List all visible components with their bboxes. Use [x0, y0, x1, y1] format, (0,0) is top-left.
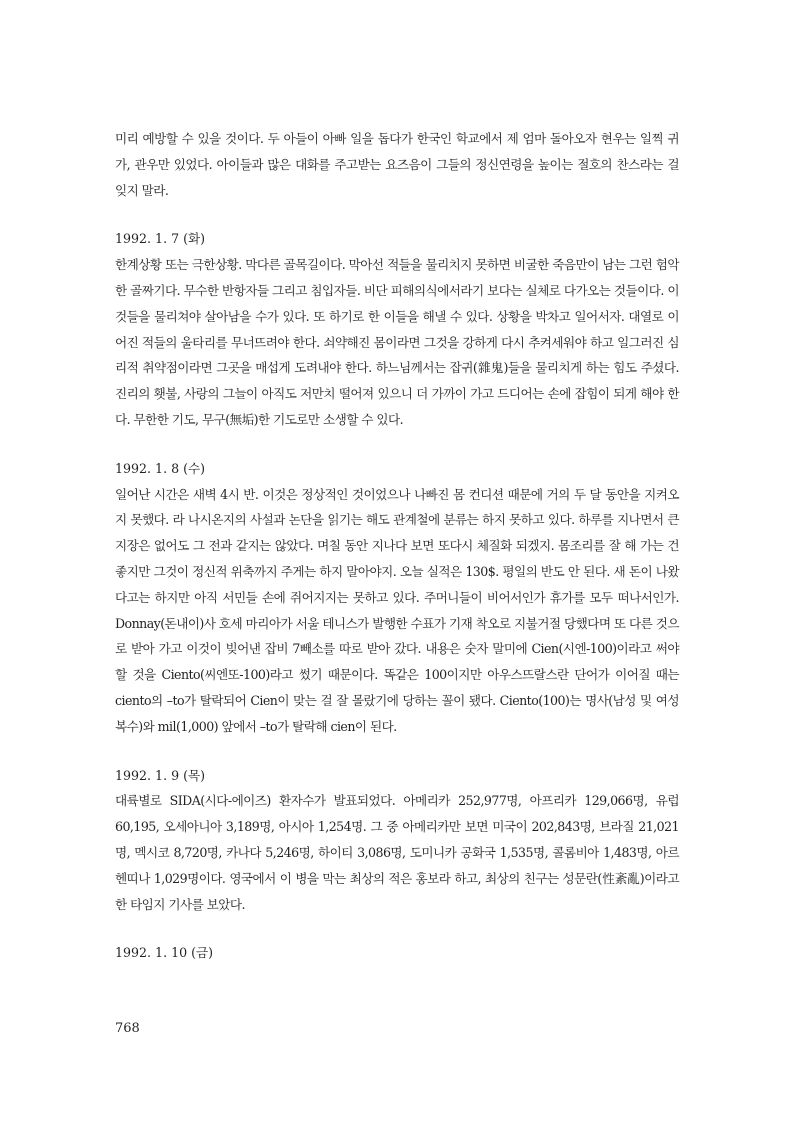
- entry-text: 한계상황 또는 극한상황. 막다른 골목길이다. 막아선 적들을 물리치지 못하면 비굴한 죽음만이 남는 그런 험악한 골짜기다. 무수한 반항자들 그리고 침입자들. 비단 피해의식에서라기 보다는 실체로 다가오는 것들이다. 이것들을 물리쳐야 살아남을 수가 있다. 또 하기로 한 이들을 해낼 수 있다. 상황을 박차고 일어서자. 대열로 이어진 적들의 울타리를 무너뜨려야 한다. 쇠약해진 몸이라면 그것을 강하게 다시 추켜세워야 하고 일그러진 심리적 취약점이라면 그곳을 매섭게 도려내야 한다. 하느님께서는 잡귀(雜鬼)들을 물리치게 하는 힘도 주셨다. 진리의 횃불, 사랑의 그늘이 아직도 저만치 떨어져 있으니 더 가까이 가고 드디어는 손에 잡힘이 되게 해야 한다. 무한한 기도, 무구(無垢)한 기도로만 소생할 수 있다.: [115, 257, 679, 427]
- entry-date: 1992. 1. 8 (수): [115, 460, 206, 476]
- diary-entry-jan-10: [115, 940, 679, 966]
- entry-text: 대륙별로 SIDA(시다-에이즈) 환자수가 발표되었다. 아메리카 252,977명, 아프리카 129,066명, 유럽 60,195, 오세아니아 3,189명, 아시아 1,254명. 그 중 아메리카만 보면 미국이 202,843명, 브라질 21,021명, 멕시코 8,720명, 카나다 5,246명, 하이티 3,086명, 도미니카 공화국 1,535명, 콜롬비아 1,483명, 아르헨띠나 1,029명이다. 영국에서 이 병을 막는 최상의 적은 홍보라 하고, 최상의 친구는 성문란(性紊亂)이라고 한 타임지 기사를 보았다.: [115, 793, 679, 912]
- entry-date: 1992. 1. 7 (화): [115, 231, 206, 247]
- entry-date: 1992. 1. 9 (목): [115, 767, 206, 783]
- diary-page-content: [115, 126, 679, 966]
- page-number: 768: [115, 1021, 140, 1036]
- entry-date: 1992. 1. 10 (금): [115, 945, 214, 961]
- intro-paragraph: 미리 예방할 수 있을 것이다. 두 아들이 아빠 일을 돕다가 한국인 학교에서 제 엄마 돌아오자 현우는 일찍 귀가, 관우만 있었다. 아이들과 많은 대화를 주고받는 요즈음이 그들의 정신연령을 높이는 절호의 찬스라는 걸 잊지 말라.: [115, 131, 679, 198]
- diary-entry-jan-7: [115, 226, 679, 432]
- entry-text: 일어난 시간은 새벽 4시 반. 이것은 정상적인 것이었으나 나빠진 몸 컨디션 때문에 거의 두 달 동안을 지켜오지 못했다. 라 나시온지의 사설과 논단을 읽기는 해도 관계철에 분류는 하지 못하고 있다. 하루를 지나면서 큰 지장은 없어도 그 전과 같지는 않았다. 며칠 동안 지나다 보면 또다시 체질화 되겠지. 몸조리를 잘 해 가는 건 좋지만 그것이 정신적 위축까지 주게는 하지 말아야지. 오늘 실적은 130$. 평일의 반도 안 된다. 새 돈이 나왔다고는 하지만 아직 서민들 손에 쥐어지지는 못하고 있다. 주머니들이 비어서인가 휴가를 모두 떠나서인가. Donnay(돈내이)사 호세 마리아가 서울 테니스가 발행한 수표가 기재 착오로 지불거절 당했다며 또 다른 것으로 받아 가고 이것이 빚어낸 잡비 7빼소를 따로 받아 갔다. 내용은 숫자 말미에 Cien(시엔-100)이라고 써야 할 것을 Ciento(씨엔또-100)라고 썼기 때문이다. 똑같은 100이지만 아우스뜨랄스란 단어가 이어질 때는 ciento의 –to가 탈락되어 Cien이 맞는 걸 잘 몰랐기에 당하는 꼴이 됐다. Ciento(100)는 명사(남성 및 여성 복수)와 mil(1,000) 앞에서 –to가 탈락해 cien이 된다.: [115, 486, 679, 734]
- diary-entry-jan-9: [115, 763, 679, 918]
- diary-entry-jan-8: [115, 456, 679, 740]
